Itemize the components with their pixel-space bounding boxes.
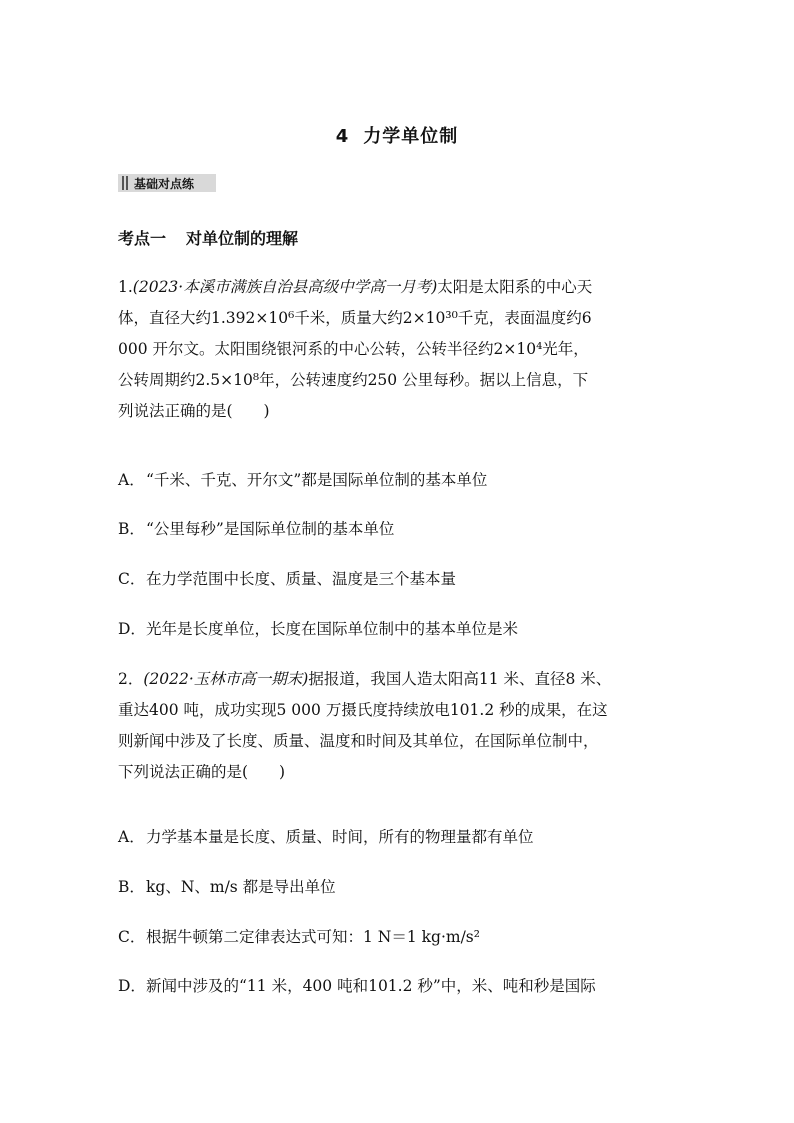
- question-2-stem: [118, 664, 684, 788]
- badge-bar: [126, 176, 128, 190]
- question-number: 1.: [118, 278, 133, 296]
- question-2-line: 2．(2022·玉林市高一期末)据报道，我国人造太阳高11 米、直径8 米、: [118, 670, 612, 688]
- question-1-option-d[interactable]: [118, 614, 684, 645]
- option-label: C．: [118, 928, 146, 946]
- question-1-line: 1.(2023·本溪市满族自治县高级中学高一月考)太阳是太阳系的中心天: [118, 278, 593, 296]
- option-text: 根据牛顿第二定律表达式可知：1 N＝1 kg·m/s²: [146, 928, 480, 946]
- question-2-option-b[interactable]: [118, 872, 684, 903]
- question-1-line: 列说法正确的是( ): [118, 402, 270, 420]
- question-1-line: 000 开尔文。太阳围绕银河系的中心公转，公转半径约2×10⁴光年，: [118, 340, 589, 358]
- question-2-line: 下列说法正确的是( ): [118, 763, 286, 781]
- option-label: D．: [118, 977, 146, 995]
- question-2-option-a[interactable]: [118, 822, 684, 853]
- option-text: kg、N、m/s 都是导出单位: [146, 878, 336, 896]
- section-label: 考点一: [118, 229, 167, 248]
- option-text: 在力学范围中长度、质量、温度是三个基本量: [146, 570, 457, 588]
- option-label: B．: [118, 520, 145, 538]
- option-label: D．: [118, 620, 146, 638]
- question-2-line: 则新闻中涉及了长度、质量、温度和时间及其单位，在国际单位制中，: [118, 732, 599, 750]
- option-label: B．: [118, 878, 145, 896]
- question-2-option-d[interactable]: [118, 971, 684, 1002]
- question-1-option-a[interactable]: [118, 465, 684, 496]
- question-1-stem: [118, 272, 684, 427]
- option-text: “千米、千克、开尔文”都是国际单位制的基本单位: [146, 471, 488, 489]
- question-2-line: 重达400 吨，成功实现5 000 万摄氏度持续放电101.2 秒的成果，在这: [118, 701, 608, 719]
- option-label: A．: [118, 471, 145, 489]
- question-source: (2023·本溪市满族自治县高级中学高一月考): [132, 278, 438, 296]
- section-badge: [118, 174, 216, 192]
- option-label: A．: [118, 828, 145, 846]
- question-1-line: 体，直径大约1.392×10⁶千米，质量大约2×10³⁰千克，表面温度约6: [118, 309, 592, 327]
- page-title: [0, 122, 794, 148]
- question-1-line: 公转周期约2.5×10⁸年，公转速度约250 公里每秒。据以上信息，下: [118, 371, 589, 389]
- question-number: 2．: [118, 670, 144, 688]
- option-text: 力学基本量是长度、质量、时间，所有的物理量都有单位: [146, 828, 534, 846]
- badge-bar: [122, 176, 124, 190]
- question-source: (2022·玉林市高一期末): [143, 670, 309, 688]
- option-text: 新闻中涉及的“11 米，400 吨和101.2 秒”中，米、吨和秒是国际: [146, 977, 596, 995]
- badge-label: 基础对点练: [134, 176, 195, 191]
- title-number: 4: [335, 126, 350, 147]
- option-label: C．: [118, 570, 146, 588]
- section-text: 对单位制的理解: [186, 229, 299, 248]
- question-1-option-c[interactable]: [118, 564, 684, 595]
- title-text: 力学单位制: [363, 126, 459, 147]
- option-text: 光年是长度单位，长度在国际单位制中的基本单位是米: [146, 620, 519, 638]
- question-2-option-c[interactable]: [118, 922, 684, 953]
- section-heading: [118, 226, 298, 249]
- option-text: “公里每秒”是国际单位制的基本单位: [146, 520, 395, 538]
- question-1-option-b[interactable]: [118, 514, 684, 545]
